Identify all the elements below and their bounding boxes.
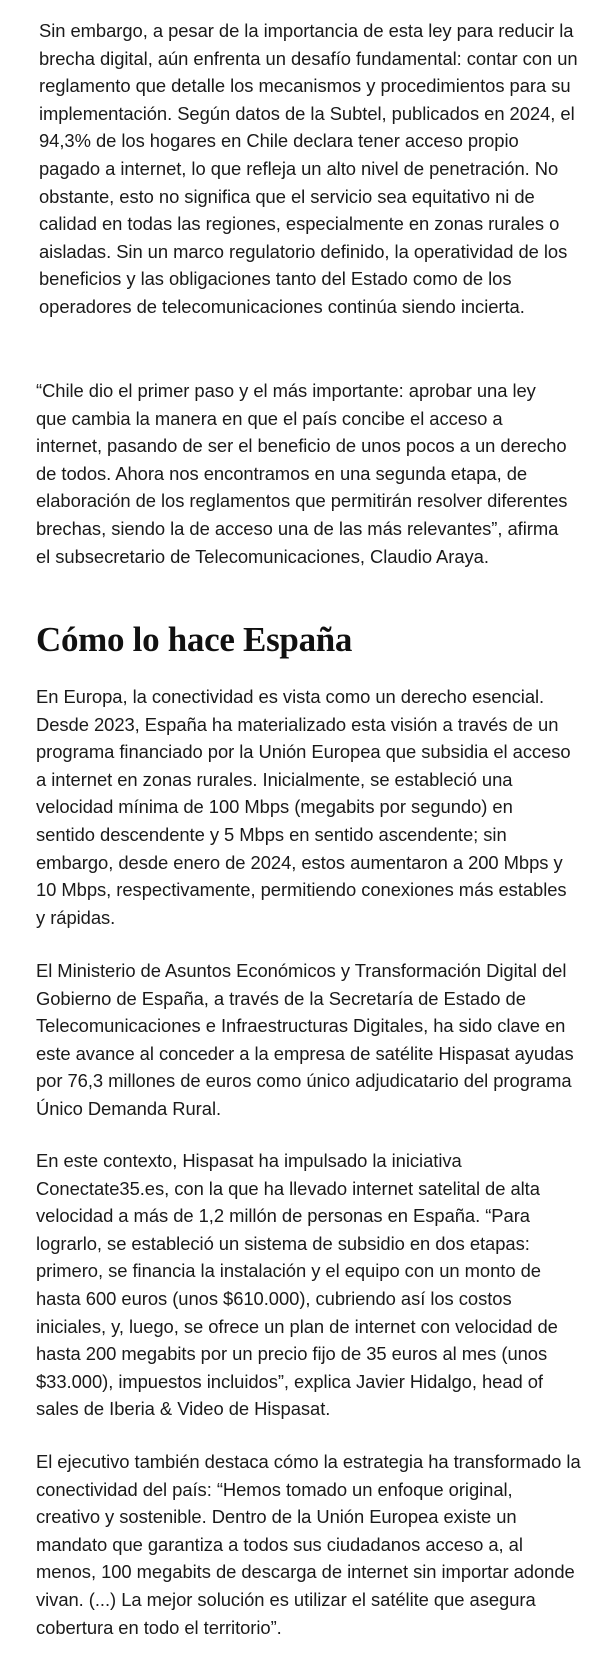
article-paragraph-quote: “Chile dio el primer paso y el más importante: aprobar una ley que cambia la manera en que el país concibe el acceso a internet, pasando de ser el beneficio de unos pocos a un derecho de todos. Ahora nos encontramos en una segunda etapa, de elaboración de los reglamentos que permitirán resolver diferentes brechas, siendo la de acceso una de las más relevantes”, afirma el subsecretario de Telecomunicaciones, Claudio Araya. <box>36 380 568 567</box>
section-heading: Cómo lo hace España <box>36 620 353 659</box>
article-paragraph: En Europa, la conectividad es vista como un derecho esencial. Desde 2023, España ha materializado esta visión a través de un programa financiado por la Unión Europea que subsidia el acceso a internet en zonas rurales. Inicialmente, se estableció una velocidad mínima de 100 Mbps (megabits por segundo) en sentido descendente y 5 Mbps en sentido ascendente; sin embargo, desde enero de 2024, estos aumentaron a 200 Mbps y 10 Mbps, respectivamente, permitiendo conexiones más estables y rápidas. <box>36 686 571 928</box>
article-paragraph: El Ministerio de Asuntos Económicos y Transformación Digital del Gobierno de España, a través de la Secretaría de Estado de Telecomunicaciones e Infraestructuras Digitales, ha sido clave en este avance al conceder a la empresa de satélite Hispasat ayudas por 76,3 millones de euros como único adjudicatario del programa Único Demanda Rural. <box>36 960 574 1119</box>
article-paragraph: Sin embargo, a pesar de la importancia de esta ley para reducir la brecha digital, aún enfrenta un desafío fundamental: contar con un reglamento que detalle los mecanismos y procedimientos para su implementación. Según datos de la Subtel, publicados en 2024, el 94,3% de los hogares en Chile declara tener acceso propio pagado a internet, lo que refleja un alto nivel de penetración. No obstante, esto no significa que el servicio sea equitativo ni de calidad en todas las regiones, especialmente en zonas rurales o aisladas. Sin un marco regulatorio definido, la operatividad de los beneficios y las obligaciones tanto del Estado como de los operadores de telecomunicaciones continúa siendo incierta. <box>39 20 578 317</box>
article-paragraph: El ejecutivo también destaca cómo la estrategia ha transformado la conectividad del país: “Hemos tomado un enfoque original, creativo y sostenible. Dentro de la Unión Europea existe un mandato que garantiza a todos sus ciudadanos acceso a, al menos, 100 megabits de descarga de internet sin importar adonde vivan. (...) La mejor solución es utilizar el satélite que asegura cobertura en todo el territorio”. <box>36 1451 581 1638</box>
article-paragraph: En este contexto, Hispasat ha impulsado la iniciativa Conectate35.es, con la que ha llevado internet satelital de alta velocidad a más de 1,2 millón de personas en España. “Para lograrlo, se estableció un sistema de subsidio en dos etapas: primero, se financia la instalación y el equipo con un monto de hasta 600 euros (unos $610.000), cubriendo así los costos iniciales, y, luego, se ofrece un plan de internet con velocidad de hasta 200 megabits por un precio fijo de 35 euros al mes (unos $33.000), impuestos incluidos”, explica Javier Hidalgo, head of sales de Iberia & Video de Hispasat. <box>36 1150 558 1420</box>
